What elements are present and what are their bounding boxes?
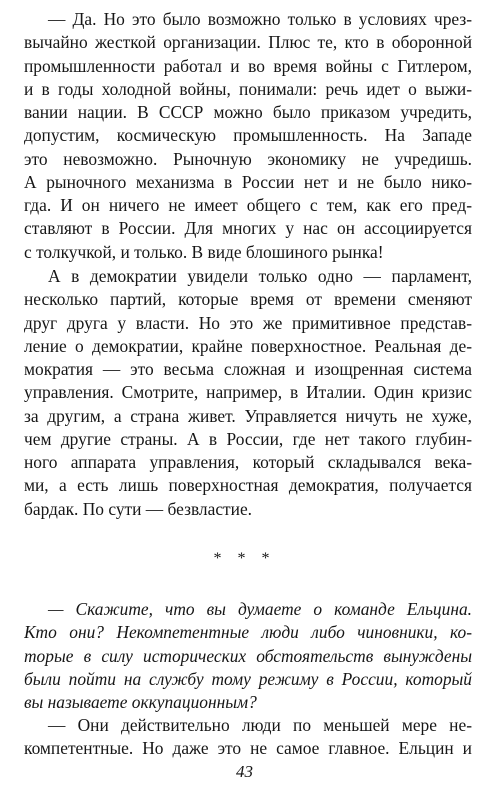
text-line: друг друга у власти. Но это же примитивное представ- [24,312,472,333]
text-line: ми, а есть лишь поверхностная демократия, получается [24,475,472,496]
text-line: компетентные. Но даже это не самое главное. Ельцин и [24,738,472,759]
text-line: Кто они? Некомпетентные люди либо чиновники, ко- [24,622,472,643]
text-line: несколько партий, которые время от времени сменяют [24,289,472,310]
paragraph-2 [24,265,472,521]
text-line: чем другие страны. А в России, где нет такого глубин- [24,428,472,449]
text-line: управления. Смотрите, например, в Италии. Один кризис [24,382,472,403]
text-line: допустим, космическую промышленность. На Западе [24,125,472,146]
text-line: мократия — это весьма сложная и изощренная система [24,359,472,379]
text-line: это невозможно. Рыночную экономику не учредишь. [24,148,472,169]
paragraph-1 [24,8,472,264]
text-line: бардак. По сути — безвластие. [24,498,253,519]
text-line: вании нации. В СССР можно было приказом учредить, [24,102,472,122]
text-line: ного аппарата управления, который складывался века- [24,452,472,472]
answer-paragraph [24,714,472,761]
text-line: и в годы холодной войны, понимали: речь идет о выжи- [24,78,472,99]
text-line: торые в силу исторических обстоятельств вынуждены [24,645,472,666]
text-line: за другим, а страна живет. Управляется ничуть не хуже, [24,405,472,426]
text-line: ставляют в России. Для многих у нас он ассоциируется [24,218,472,239]
question-paragraph [24,598,472,714]
text-line: вычайно жесткой организации. Плюс те, кто в оборонной [24,32,472,53]
text-line: вы называете оккупационным? [24,692,257,712]
text-line: гда. И он ничего не имеет общего с тем, как его пред- [24,195,472,215]
text-line: А рыночного механизма в России нет и не было нико- [24,171,472,192]
text-line: — Скажите, что вы думаете о команде Ельцина. [48,599,472,619]
text-line: — Да. Но это было возможно только в условиях чрез- [48,9,472,29]
text-line: с толкучкой, и только. В виде блошиного рынка! [24,241,384,262]
text-line: ление о демократии, крайне поверхностное. Реальная де- [24,335,472,356]
text-line: были пойти на службу тому режиму в России, который [24,668,472,689]
text-line: — Они действительно люди по меньшей мере не- [48,715,472,735]
text-line: промышленности работал и во время войны с Гитлером, [24,55,472,76]
section-separator: * * * [213,550,276,567]
page-number: 43 [236,762,253,781]
text-line: А в демократии увидели только одно — парламент, [48,266,472,286]
